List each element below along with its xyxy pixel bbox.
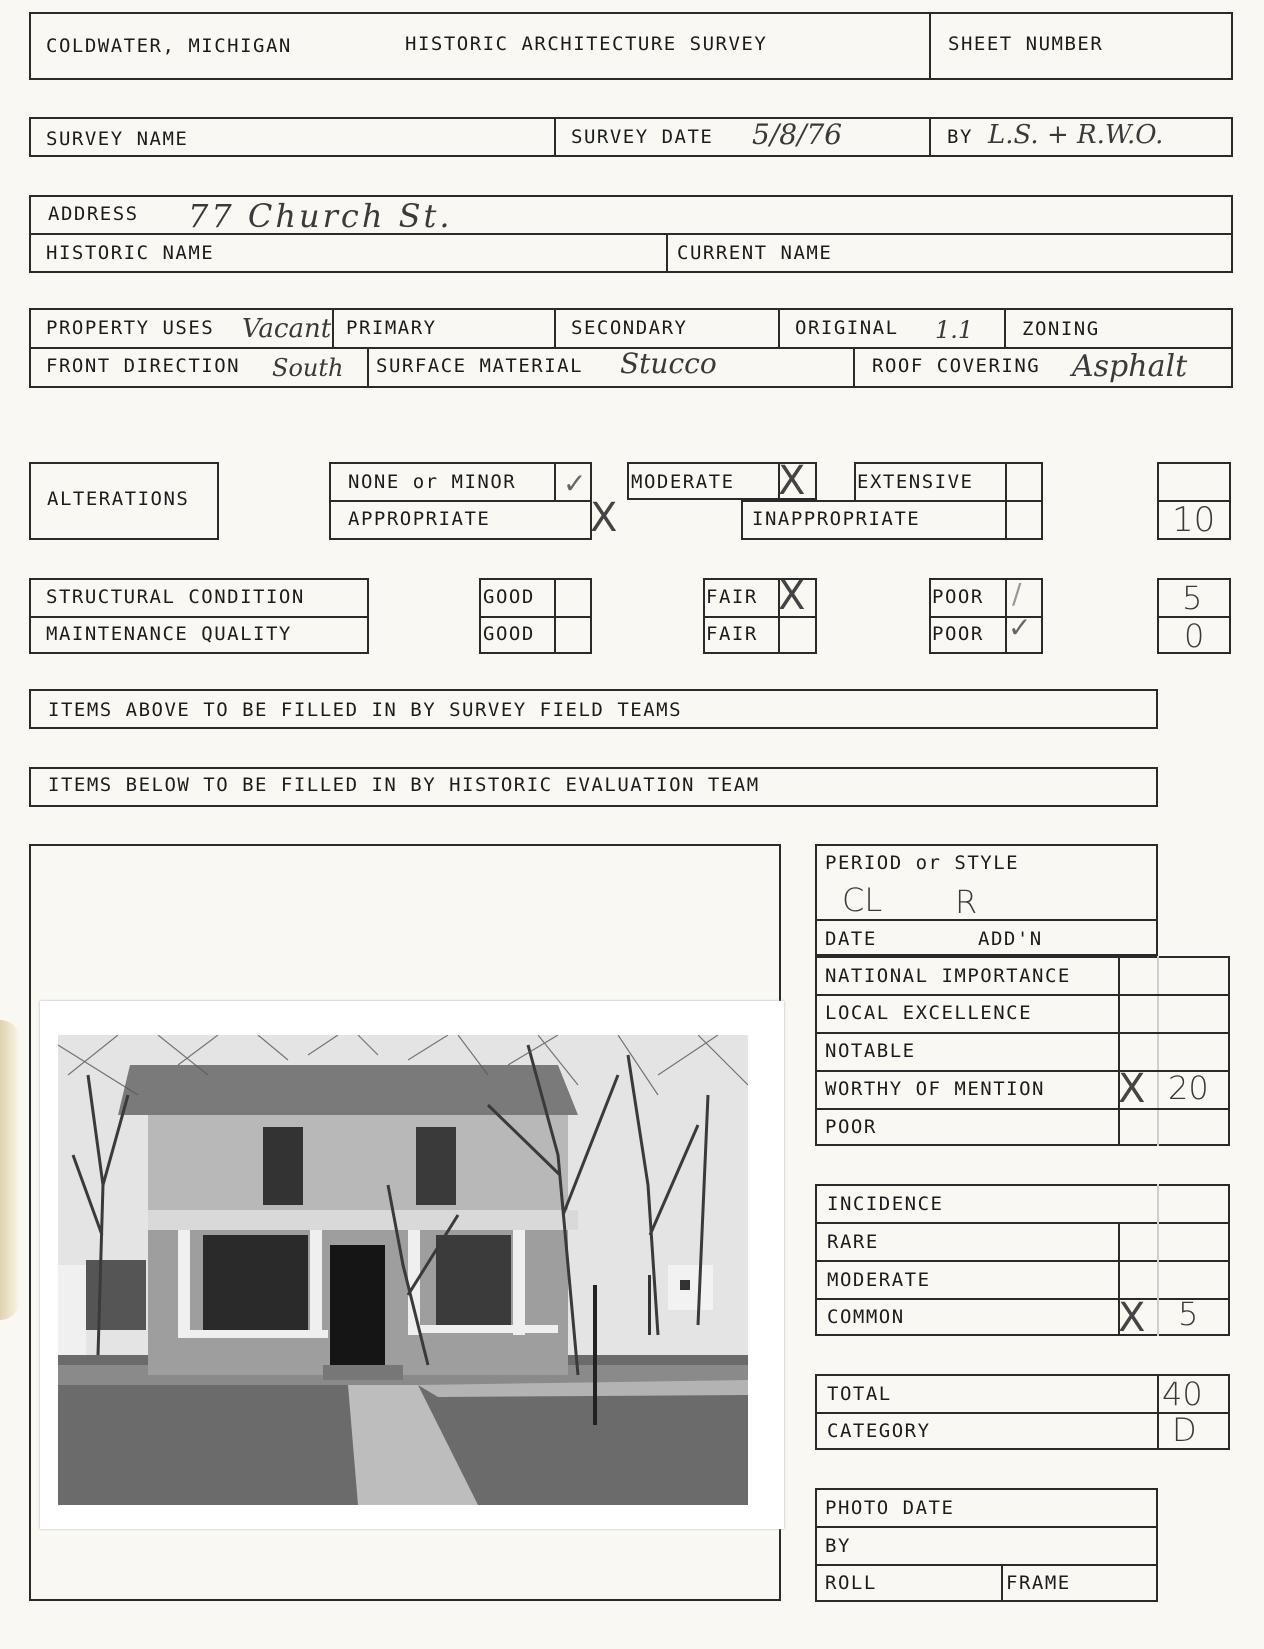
surface-material-value: Stucco	[620, 347, 717, 380]
zoning-label: ZONING	[1022, 318, 1100, 340]
structural-condition-label: STRUCTURAL CONDITION	[46, 586, 305, 608]
structural-poor-check: /	[1012, 577, 1022, 610]
form-title: HISTORIC ARCHITECTURE SURVEY	[405, 33, 768, 55]
appropriate-mark: X	[590, 495, 618, 541]
poor-label-1: POOR	[932, 586, 984, 608]
property-uses-value: Vacant	[242, 314, 332, 344]
period-value-1: CL	[842, 881, 883, 919]
category-label: CATEGORY	[827, 1420, 931, 1442]
maintenance-score: 0	[1184, 617, 1205, 655]
fair-label-1: FAIR	[706, 586, 758, 608]
survey-by-value: L.S. + R.W.O.	[988, 120, 1164, 150]
date-label: DATE	[825, 928, 877, 950]
maintenance-poor-check: ✓	[1008, 611, 1032, 644]
total-value: 40	[1162, 1375, 1203, 1413]
alterations-score: 10	[1172, 500, 1216, 540]
field-teams-note: ITEMS ABOVE TO BE FILLED IN BY SURVEY FIELD TEAMS	[48, 699, 683, 721]
property-uses-label: PROPERTY USES	[46, 317, 215, 339]
importance-notable: NOTABLE	[825, 1040, 916, 1062]
historic-name-label: HISTORIC NAME	[46, 242, 215, 264]
roof-covering-value: Asphalt	[1072, 349, 1188, 384]
survey-date-label: SURVEY DATE	[571, 126, 714, 148]
front-direction-value: South	[272, 354, 344, 382]
moderate-mark: X	[778, 458, 806, 504]
frame-label: FRAME	[1006, 1572, 1071, 1594]
roll-label: ROLL	[825, 1572, 877, 1594]
total-label: TOTAL	[827, 1383, 892, 1405]
incidence-label: INCIDENCE	[827, 1193, 944, 1215]
evaluation-team-note: ITEMS BELOW TO BE FILLED IN BY HISTORIC EVALUATION TEAM	[48, 774, 760, 796]
survey-by-label: BY	[947, 126, 973, 148]
worthy-mark: X	[1118, 1066, 1146, 1112]
none-minor-label: NONE or MINOR	[348, 471, 517, 493]
city-label: COLDWATER, MICHIGAN	[46, 35, 292, 57]
address-label: ADDRESS	[48, 203, 139, 225]
poor-label-2: POOR	[932, 623, 984, 645]
structural-fair-mark: X	[778, 573, 806, 619]
original-label: ORIGINAL	[795, 317, 899, 339]
structural-score: 5	[1182, 579, 1203, 617]
photo-by-label: BY	[825, 1535, 851, 1557]
incidence-rare: RARE	[827, 1231, 879, 1253]
sheet-number-label: SHEET NUMBER	[948, 33, 1104, 55]
original-value: 1.1	[935, 316, 974, 344]
surface-material-label: SURFACE MATERIAL	[376, 355, 584, 377]
address-value: 77 Church St.	[188, 197, 453, 235]
category-value: D	[1172, 1411, 1197, 1449]
incidence-common: COMMON	[827, 1306, 905, 1328]
secondary-label: SECONDARY	[571, 317, 688, 339]
fair-label-2: FAIR	[706, 623, 758, 645]
inappropriate-label: INAPPROPRIATE	[752, 508, 921, 530]
worthy-score: 20	[1168, 1069, 1209, 1107]
good-label-2: GOOD	[483, 623, 535, 645]
photo-date-label: PHOTO DATE	[825, 1497, 955, 1519]
front-direction-label: FRONT DIRECTION	[46, 355, 241, 377]
common-mark: X	[1118, 1295, 1146, 1341]
addn-label: ADD'N	[978, 928, 1043, 950]
maintenance-quality-label: MAINTENANCE QUALITY	[46, 623, 292, 645]
survey-name-label: SURVEY NAME	[46, 128, 189, 150]
importance-worthy: WORTHY OF MENTION	[825, 1078, 1045, 1100]
house-photo	[58, 1035, 748, 1505]
primary-label: PRIMARY	[346, 317, 437, 339]
importance-poor: POOR	[825, 1116, 877, 1138]
good-label-1: GOOD	[483, 586, 535, 608]
none-minor-check: ✓	[563, 467, 587, 500]
survey-date-value: 5/8/76	[752, 118, 843, 151]
roof-covering-label: ROOF COVERING	[872, 355, 1041, 377]
importance-local: LOCAL EXCELLENCE	[825, 1002, 1033, 1024]
alterations-label: ALTERATIONS	[47, 488, 190, 510]
period-value-2: R	[955, 883, 978, 921]
appropriate-label: APPROPRIATE	[348, 508, 491, 530]
period-label: PERIOD or STYLE	[825, 852, 1020, 874]
current-name-label: CURRENT NAME	[677, 242, 833, 264]
moderate-label: MODERATE	[631, 471, 735, 493]
extensive-label: EXTENSIVE	[857, 471, 974, 493]
paper-stain	[0, 1020, 20, 1320]
common-score: 5	[1178, 1295, 1199, 1333]
incidence-moderate: MODERATE	[827, 1269, 931, 1291]
importance-national: NATIONAL IMPORTANCE	[825, 965, 1071, 987]
